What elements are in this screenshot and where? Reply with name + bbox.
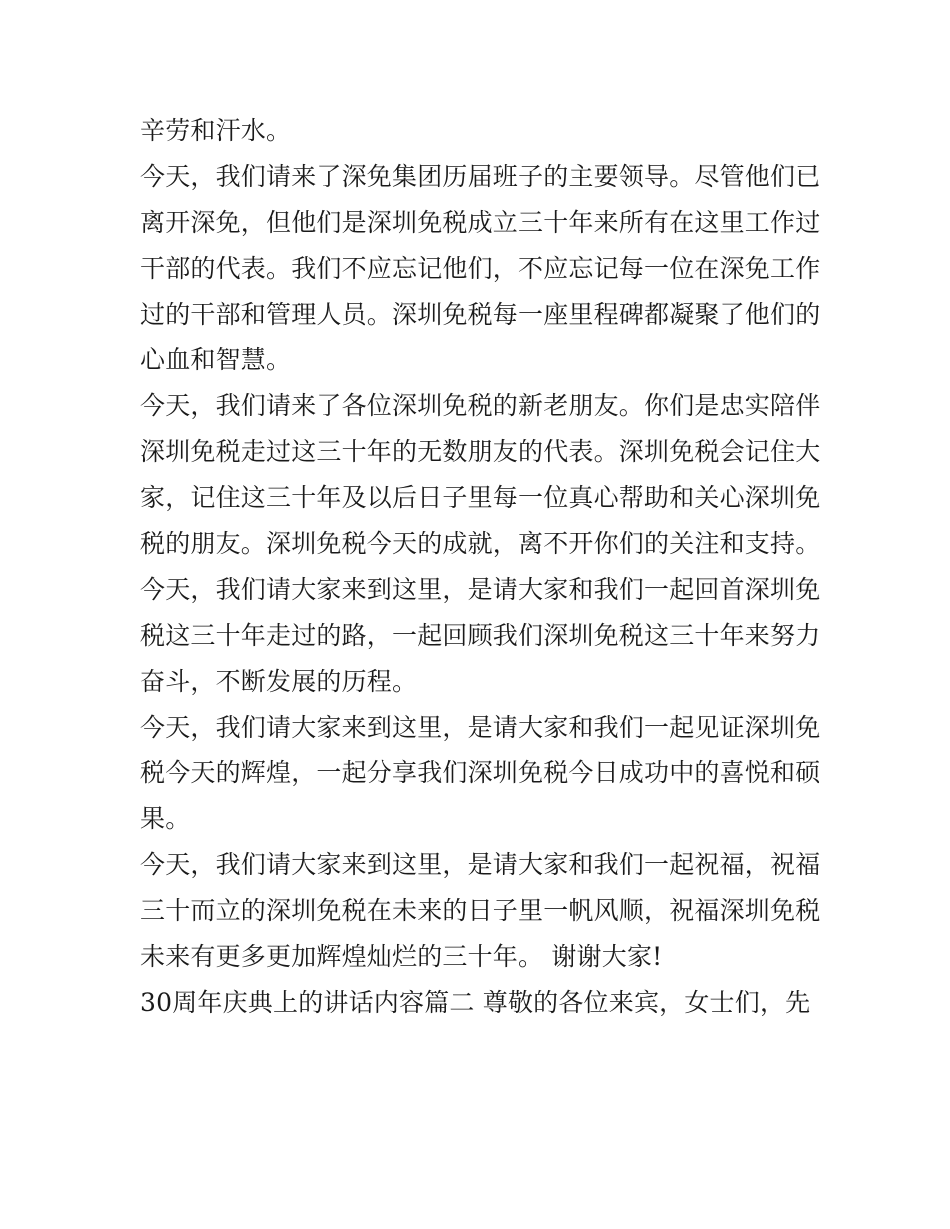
text-line: 果。 xyxy=(140,804,191,834)
text-line: 今天，我们请大家来到这里，是请大家和我们一起见证深圳免 xyxy=(140,712,821,742)
text-line: 心血和智慧。 xyxy=(140,345,292,375)
text-line: 干部的代表。我们不应忘记他们，不应忘记每一位在深免工作 xyxy=(140,253,821,283)
text-line: 今天，我们请来了深免集团历届班子的主要领导。尽管他们已 xyxy=(140,161,821,191)
text-line: 今天，我们请大家来到这里，是请大家和我们一起回首深圳免 xyxy=(140,574,821,604)
text-line: 三十而立的深圳免税在未来的日子里一帆风顺，祝福深圳免税 xyxy=(140,896,821,926)
text-line: 深圳免税走过这三十年的无数朋友的代表。深圳免税会记住大 xyxy=(140,437,821,467)
text-line: 家，记住这三十年及以后日子里每一位真心帮助和关心深圳免 xyxy=(140,483,821,513)
text-line: 30周年庆典上的讲话内容篇二 尊敬的各位来宾，女士们，先 xyxy=(140,987,811,1017)
text-line: 今天，我们请大家来到这里，是请大家和我们一起祝福，祝福 xyxy=(140,850,821,880)
text-line: 未来有更多更加辉煌灿烂的三十年。 谢谢大家! xyxy=(140,942,663,972)
text-line: 离开深免，但他们是深圳免税成立三十年来所有在这里工作过 xyxy=(140,207,821,237)
text-line: 税这三十年走过的路，一起回顾我们深圳免税这三十年来努力 xyxy=(140,620,821,650)
text-line: 奋斗，不断发展的历程。 xyxy=(140,666,418,696)
text-line: 税今天的辉煌，一起分享我们深圳免税今日成功中的喜悦和硕 xyxy=(140,758,821,788)
text-line: 辛劳和汗水。 xyxy=(140,116,292,145)
text-line: 今天，我们请来了各位深圳免税的新老朋友。你们是忠实陪伴 xyxy=(140,391,821,421)
text-line: 税的朋友。深圳免税今天的成就，离不开你们的关注和支持。 xyxy=(140,529,821,559)
document-body xyxy=(140,108,820,1026)
text-line: 过的干部和管理人员。深圳免税每一座里程碑都凝聚了他们的 xyxy=(140,299,821,329)
